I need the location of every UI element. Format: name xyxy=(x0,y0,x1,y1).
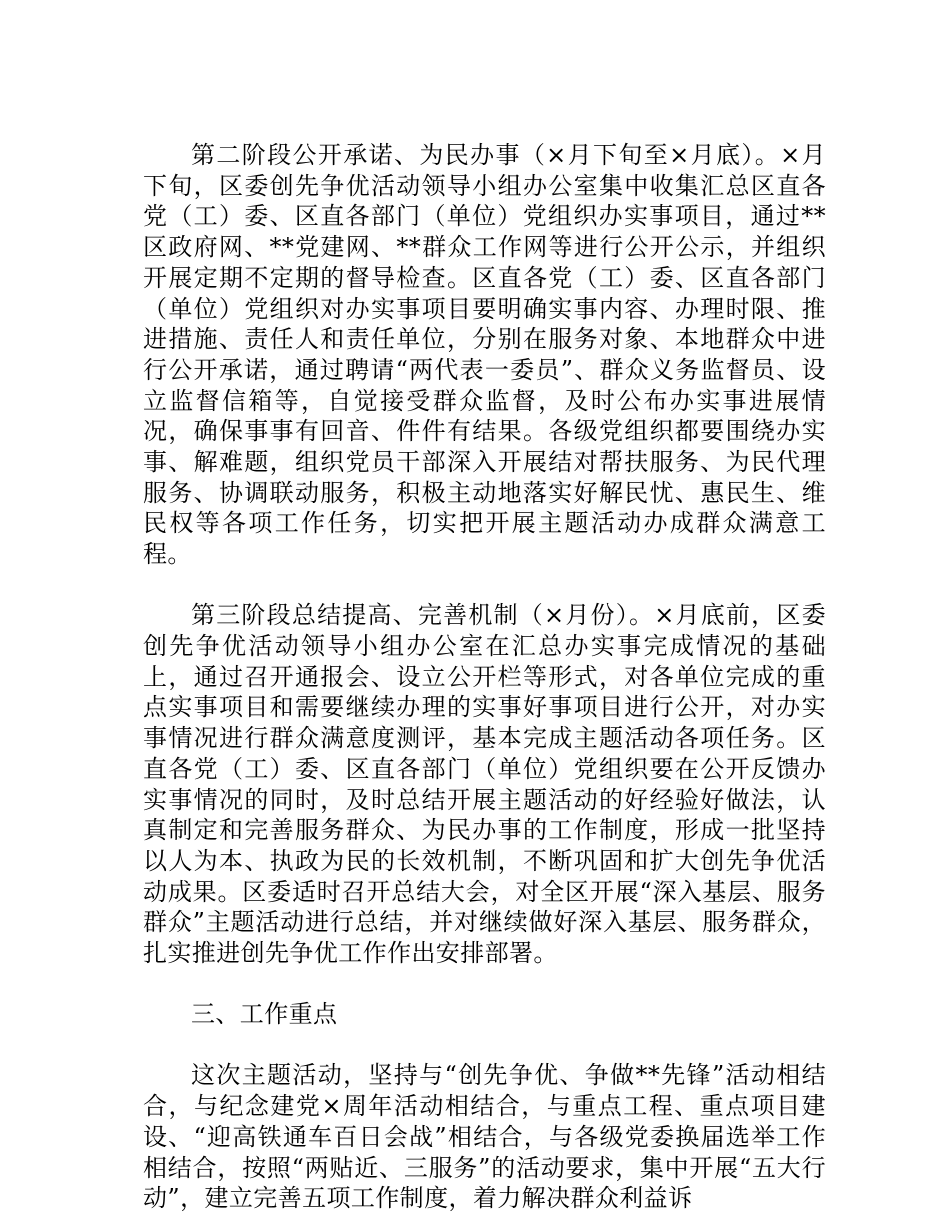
paragraph-stage-two: 第二阶段公开承诺、为民办事（×月下旬至×月底）。×月下旬，区委创先争优活动领导小组办公室集中收集汇总区直各党（工）委、区直各部门（单位）党组织办实事项目，通过**区政府网、**党建网、**群众工作网等进行公开公示，并组织开展定期不定期的督导检查。区直各党（工）委、区直各部门（单位）党组织对办实事项目要明确实事内容、办理时限、推进措施、责任人和责任单位，分别在服务对象、本地群众中进行公开承诺，通过聘请“两代表一委员”、群众义务监督员、设立监督信箱等，自觉接受群众监督，及时公布办实事进展情况，确保事事有回音、件件有结果。各级党组织都要围绕办实事、解难题，组织党员干部深入开展结对帮扶服务、为民代理服务、协调联动服务，积极主动地落实好解民忧、惠民生、维民权等各项工作任务，切实把开展主题活动办成群众满意工程。 xyxy=(143,141,826,569)
document-page xyxy=(143,140,826,1214)
paragraph-stage-three: 第三阶段总结提高、完善机制（×月份）。×月底前，区委创先争优活动领导小组办公室在汇总办实事完成情况的基础上，通过召开通报会、设立公开栏等形式，对各单位完成的重点实事项目和需要继续办理的实事好事项目进行公开，对办实事情况进行群众满意度测评，基本完成主题活动各项任务。区直各党（工）委、区直各部门（单位）党组织要在公开反馈办实事情况的同时，及时总结开展主题活动的好经验好做法，认真制定和完善服务群众、为民办事的工作制度，形成一批坚持以人为本、执政为民的长效机制，不断巩固和扩大创先争优活动成果。区委适时召开总结大会，对全区开展“深入基层、服务群众”主题活动进行总结，并对继续做好深入基层、服务群众，扎实推进创先争优工作作出安排部署。 xyxy=(143,601,826,968)
paragraph-work-focus: 这次主题活动，坚持与“创先争优、争做**先锋”活动相结合，与纪念建党×周年活动相结合，与重点工程、重点项目建设、“迎高铁通车百日会战”相结合，与各级党委换届选举工作相结合，按照“两贴近、三服务”的活动要求，集中开展“五大行动”，建立完善五项工作制度，着力解决群众利益诉 xyxy=(143,1061,826,1213)
section-heading-work-focus: 三、工作重点 xyxy=(191,1000,338,1029)
